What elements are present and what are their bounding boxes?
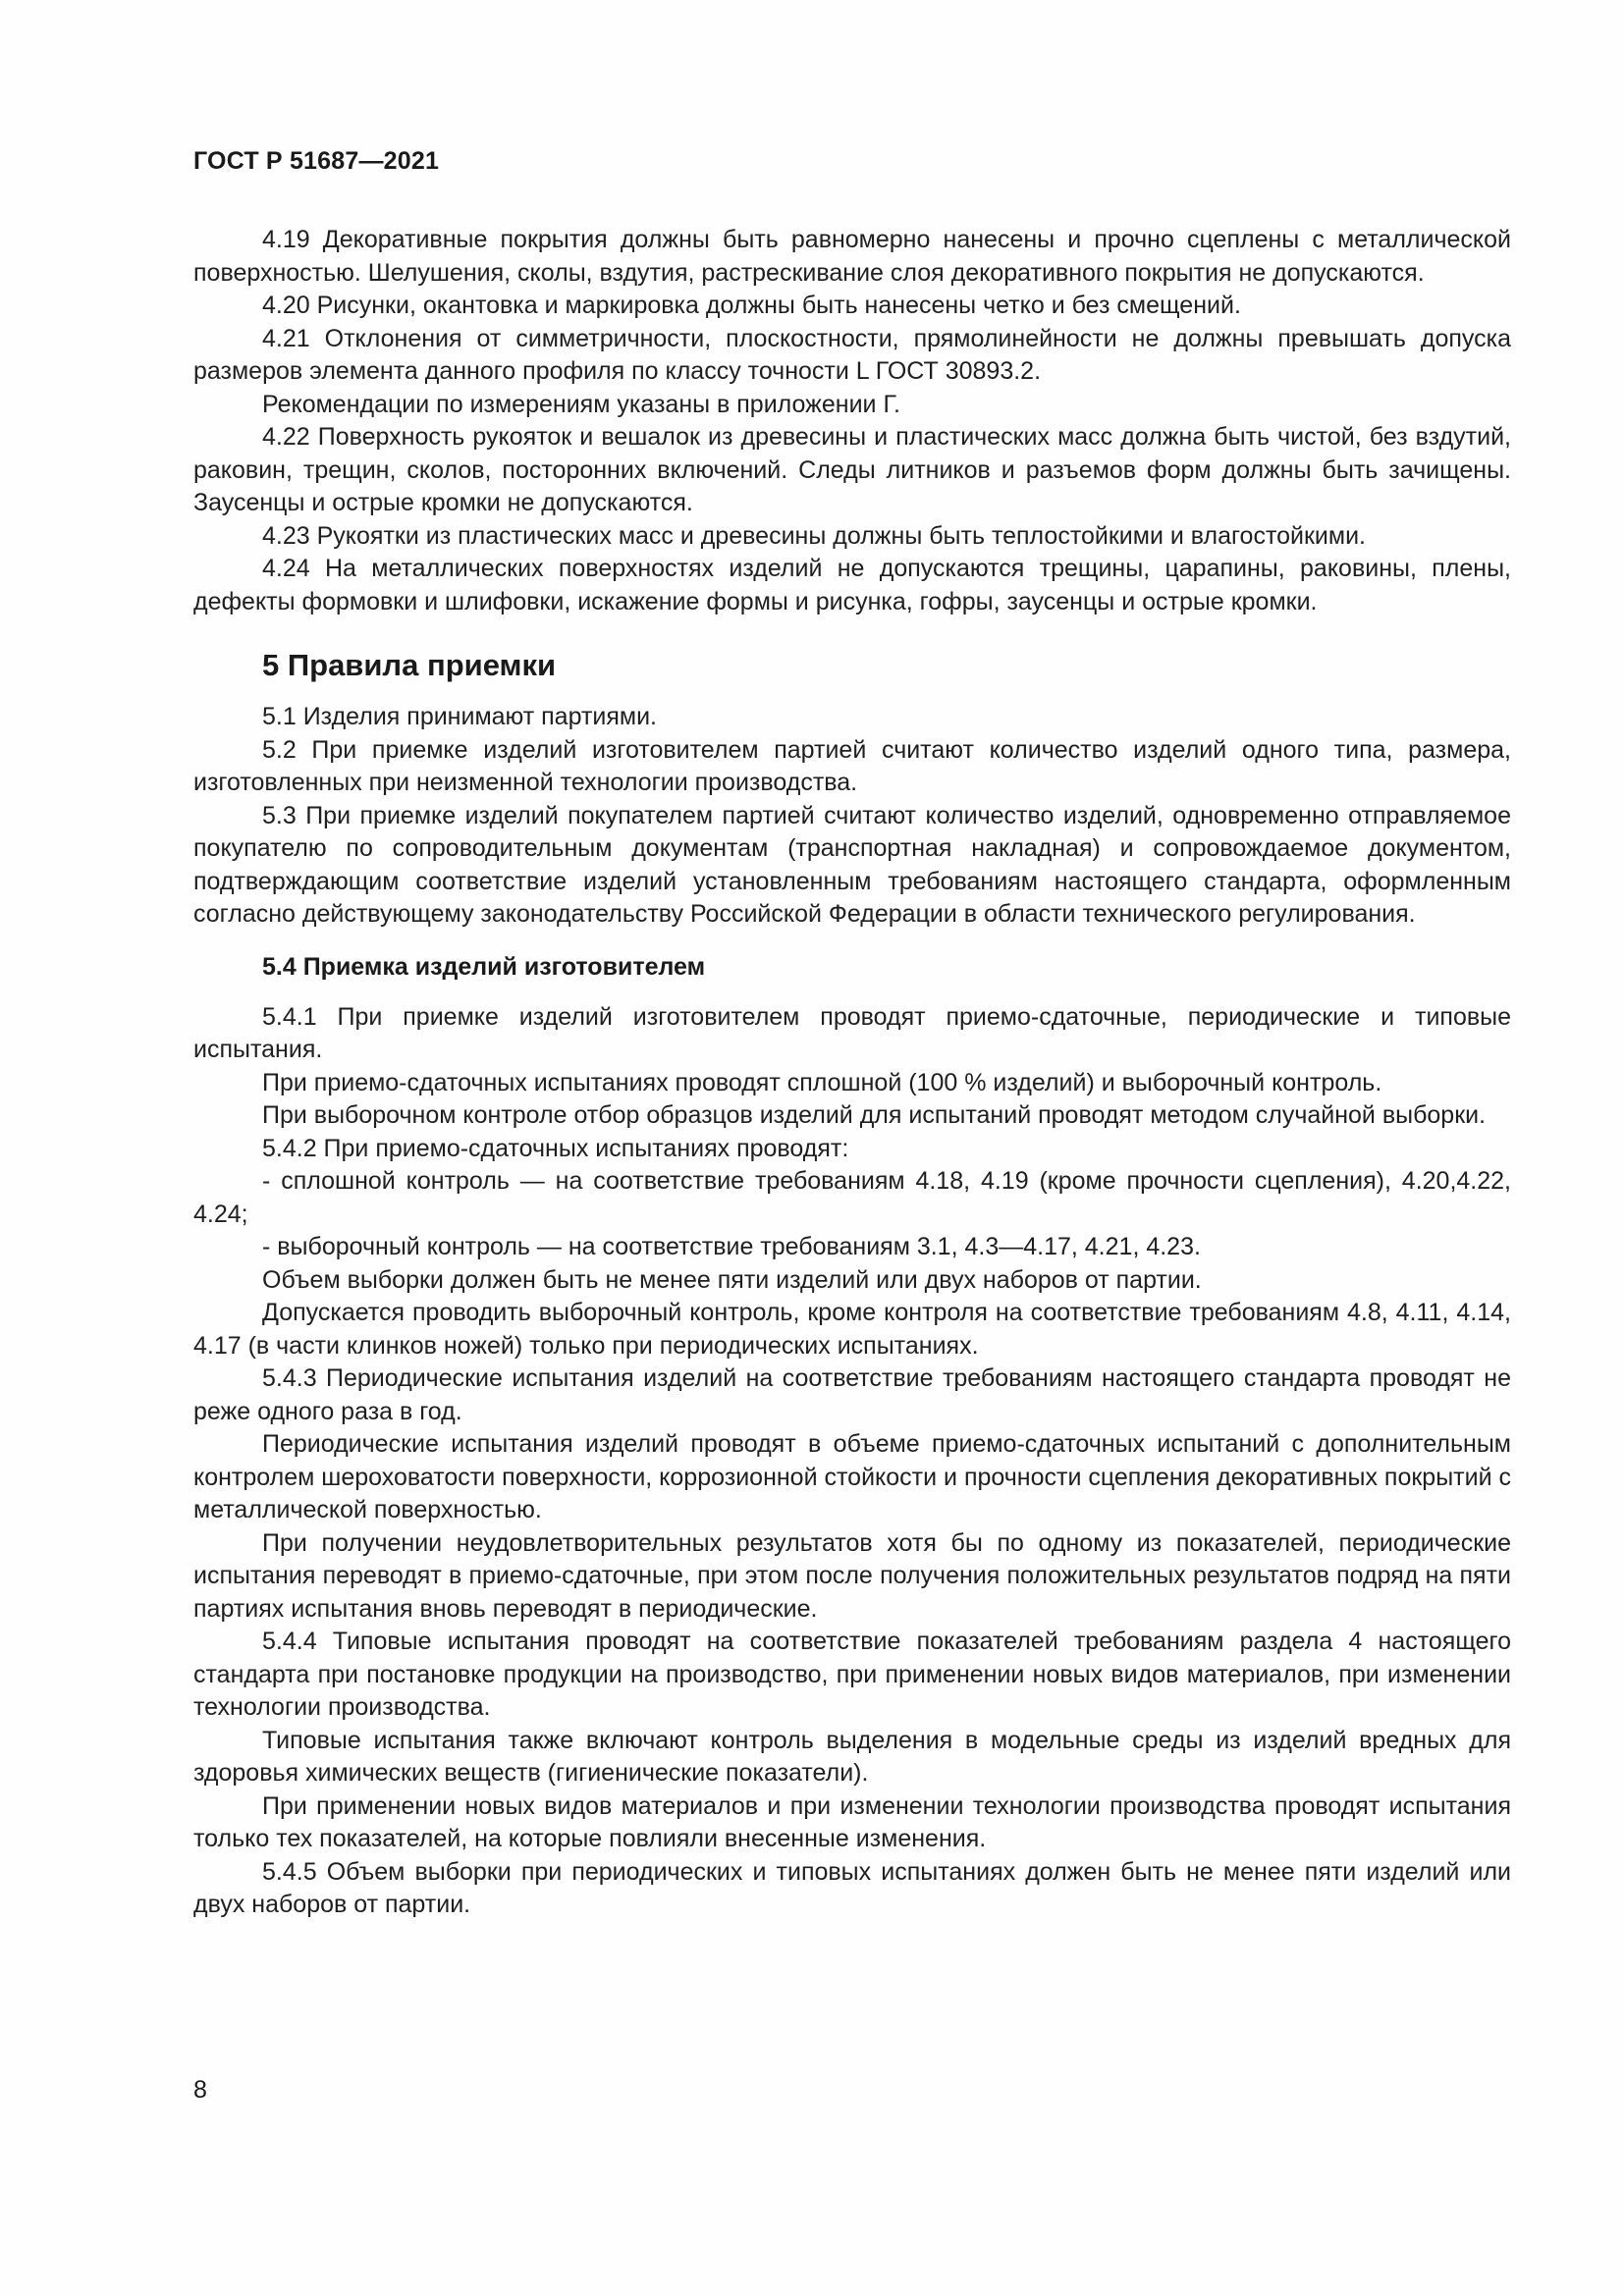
paragraph-4-19: 4.19 Декоративные покрытия должны быть равномерно нанесены и прочно сцеплены с металлической поверхностью. Шелушения, сколы, вздутия, растрескивание слоя декоративного покрытия не допускаются. xyxy=(193,226,1511,287)
document-code-header: ГОСТ Р 51687—2021 xyxy=(193,147,440,175)
list-item-full-control: - сплошной контроль — на соответствие требованиям 4.18, 4.19 (кроме прочности сцепления), 4.20,4.22, 4.24; xyxy=(193,1167,1511,1228)
paragraph-unsatisfactory-results: При получении неудовлетворительных результатов хотя бы по одному из показателей, периодические испытания переводят в приемо-сдаточные, при этом после получения положительных результатов подряд на пяти партиях испытания вновь переводят в периодические. xyxy=(193,1528,1511,1623)
subsection-5-4-heading: 5.4 Приемка изделий изготовителем xyxy=(262,952,706,981)
paragraph-4-23: 4.23 Рукоятки из пластических масс и древесины должны быть теплостойкими и влагостойкими. xyxy=(262,521,1366,550)
paragraph-4-20: 4.20 Рисунки, окантовка и маркировка должны быть нанесены четко и без смещений. xyxy=(262,292,1241,319)
paragraph-sampling-allowed: Допускается проводить выборочный контроль, кроме контроля на соответствие требованиям 4.8, 4.11, 4.14, 4.17 (в части клинков ножей) только при периодических испытаниях. xyxy=(193,1299,1511,1360)
paragraph-5-4-5: 5.4.5 Объем выборки при периодических и типовых испытаниях должен быть не менее пяти изделий или двух наборов от партии. xyxy=(193,1857,1511,1918)
paragraph-5-4-4: 5.4.4 Типовые испытания проводят на соответствие показателей требованиям раздела 4 настоящего стандарта при постановке продукции на производство, при применении новых видов материалов, при изменении технологии производства. xyxy=(193,1628,1511,1721)
paragraph-5-4-1-full-control: При приемо-сдаточных испытаниях проводят сплошной (100 % изделий) и выборочный контроль. xyxy=(262,1068,1382,1096)
paragraph-5-4-1: 5.4.1 При приемке изделий изготовителем проводят приемо-сдаточные, периодические и типовые испытания. xyxy=(193,1002,1511,1063)
paragraph-type-tests-hygiene: Типовые испытания также включают контроль выделения в модельные среды из изделий вредных для здоровья химических веществ (гигиенические показатели). xyxy=(193,1726,1511,1787)
paragraph-5-1: 5.1 Изделия принимают партиями. xyxy=(262,703,657,730)
paragraph-5-4-1-sampling: При выборочном контроле отбор образцов изделий для испытаний проводят методом случайной выборки. xyxy=(262,1101,1487,1129)
paragraph-sample-size: Объем выборки должен быть не менее пяти изделий или двух наборов от партии. xyxy=(262,1265,1202,1294)
paragraph-4-21-note: Рекомендации по измерениям указаны в приложении Г. xyxy=(262,390,900,418)
page-number: 8 xyxy=(193,2076,207,2104)
section-5-heading: 5 Правила приемки xyxy=(262,648,557,682)
paragraph-4-22: 4.22 Поверхность рукояток и вешалок из древесины и пластических масс должна быть чистой, без вздутий, раковин, трещин, сколов, посторонних включений. Следы литников и разъемов форм должны быть зачищены. Заусенцы и острые кромки не допускаются. xyxy=(193,423,1511,516)
paragraph-5-4-3: 5.4.3 Периодические испытания изделий на соответствие требованиям настоящего стандарта проводят не реже одного раза в год. xyxy=(193,1364,1511,1425)
paragraph-4-21: 4.21 Отклонения от симметричности, плоскостности, прямолинейности не должны превышать допуска размеров элемента данного профиля по классу точности L ГОСТ 30893.2. xyxy=(193,324,1511,385)
paragraph-4-24: 4.24 На металлических поверхностях изделий не допускаются трещины, царапины, раковины, плены, дефекты формовки и шлифовки, искажение формы и рисунка, гофры, заусенцы и острые кромки. xyxy=(193,555,1511,615)
page-content xyxy=(193,224,1511,1922)
paragraph-5-2: 5.2 При приемке изделий изготовителем партией считают количество изделий одного типа, размера, изготовленных при неизменной технологии производства. xyxy=(193,735,1511,796)
list-item-sample-control: - выборочный контроль — на соответствие требованиям 3.1, 4.3—4.17, 4.21, 4.23. xyxy=(262,1233,1201,1260)
paragraph-periodic-scope: Периодические испытания изделий проводят в объеме приемо-сдаточных испытаний с дополнительным контролем шероховатости поверхности, коррозионной стойкости и прочности сцепления декоративных покрытий с металлической поверхностью. xyxy=(193,1430,1511,1523)
paragraph-new-materials: При применении новых видов материалов и при изменении технологии производства проводят испытания только тех показателей, на которые повлияли внесенные изменения. xyxy=(193,1791,1511,1852)
paragraph-5-4-2: 5.4.2 При приемо-сдаточных испытаниях проводят: xyxy=(262,1134,849,1162)
paragraph-5-3: 5.3 При приемке изделий покупателем партией считают количество изделий, одновременно отправляемое покупателю по сопроводительным документам (транспортная накладная) и сопровождаемое документом, подтверждающим соответствие изделий установленным требованиям настоящего стандарта, оформленным согласно действующему законодательству Российской Федерации в области технического регулирования. xyxy=(193,801,1511,928)
